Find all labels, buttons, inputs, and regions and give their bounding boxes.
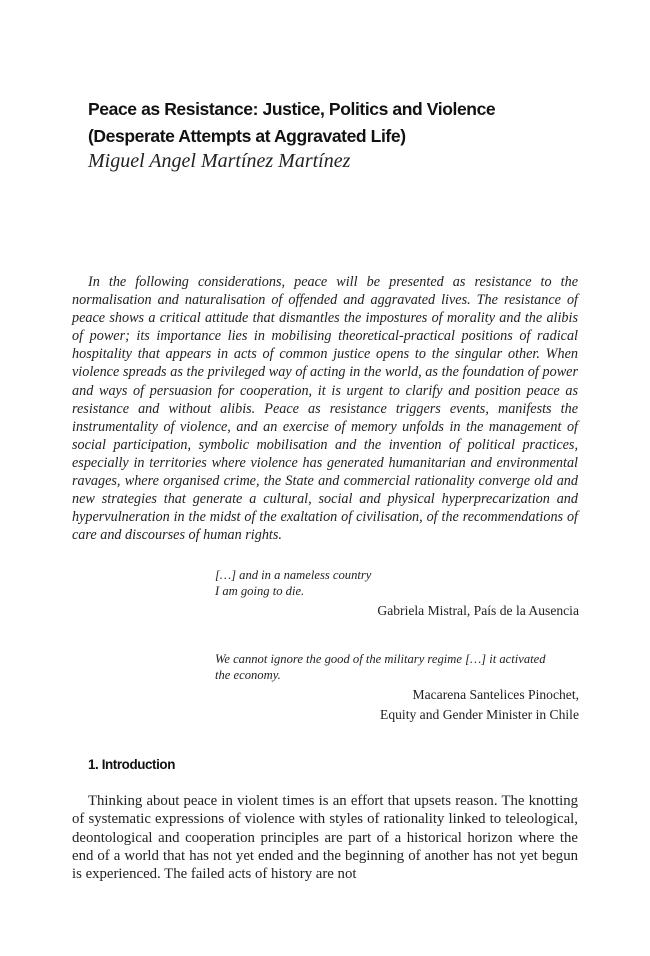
epigraph-mistral (215, 567, 579, 621)
chapter-title (88, 96, 588, 150)
epigraph-quote-line: I am going to die. (215, 584, 305, 598)
epigraph-quote (215, 567, 579, 599)
epigraph-quote-line: the economy. (215, 668, 281, 682)
body-paragraph: Thinking about peace in violent times is an effort that upsets reason. The knotting of systematic expressions of violence with styles of rationality linked to teleological, deontological and cooperation principles are part of a historical horizon where the end of a world that has not yet ended and the beginning of another has not yet begun is experienced. The failed acts of history are not (72, 793, 578, 883)
chapter-title-line-1: Peace as Resistance: Justice, Politics and Violence (88, 99, 496, 119)
author-name: Miguel Angel Martínez Martínez (88, 150, 351, 172)
epigraph-attribution (215, 685, 579, 725)
epigraph-quote-line: […] and in a nameless country (215, 568, 372, 582)
epigraph-attribution-line: Gabriela Mistral, País de la Ausencia (377, 603, 579, 618)
abstract: In the following considerations, peace will be presented as resistance to the normalisation and naturalisation of offended and aggravated lives. The resistance of peace shows a critical attitude that dismantles the impostures of morality and the alibis of power; its importance lies in mobilising theoretical-practical positions of radical hospitality that appears in acts of common justice opens to the singular other. When violence spreads as the privileged way of acting in the world, as the foundation of power and ways of persuasion for cooperation, it is urgent to clarify and position peace as resistance and without alibis. Peace as resistance triggers events, manifests the instrumentality of violence, and an exercise of memory unfolds in the management of social participation, symbolic mobilisation and the invention of political practices, especially in territories where violence has generated humanitarian and environmental ravages, where organised crime, the State and commercial rationality converge old and new strategies that generate a cultural, social and physical hyperprecarization and hypervulneration in the midst of the exaltation of civilisation, of the recommendations of care and discourses of human rights. (72, 274, 578, 544)
epigraph-attribution (215, 601, 579, 621)
section-heading: 1. Introduction (88, 757, 175, 772)
epigraph-attribution-line: Equity and Gender Minister in Chile (380, 707, 579, 722)
chapter-title-line-2: (Desperate Attempts at Aggravated Life) (88, 126, 406, 146)
epigraph-quote-line: We cannot ignore the good of the military regime […] it activated (215, 652, 546, 666)
epigraph-quote (215, 651, 579, 683)
epigraph-santelices (215, 651, 579, 725)
epigraph-attribution-line: Macarena Santelices Pinochet, (412, 687, 579, 702)
